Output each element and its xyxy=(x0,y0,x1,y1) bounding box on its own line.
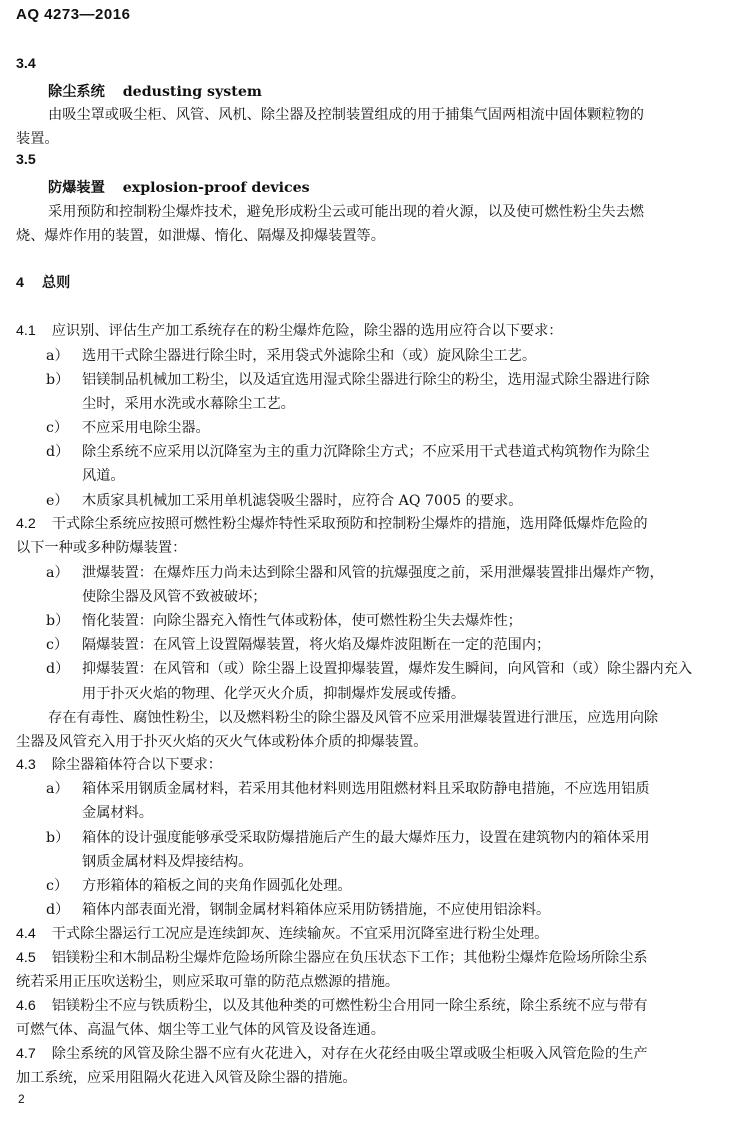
item-4-3-a-line2: 金属材料。 xyxy=(82,805,153,821)
item-4-1-d-line1: 除尘系统不应采用以沉降室为主的重力沉降除尘方式；不应采用干式巷道式构筑物作为除尘 xyxy=(82,444,650,460)
item-4-2-a-line1: 泄爆装置：在爆炸压力尚未达到除尘器和风管的抗爆强度之前，采用泄爆装置排出爆炸产物， xyxy=(82,565,664,581)
paragraph-4-2-line1: 存在有毒性、腐蚀性粉尘，以及燃料粉尘的除尘器及风管不应采用泄爆装置进行泄压，应选用向除 xyxy=(48,710,659,726)
item-4-1-c: 不应采用电除尘器。 xyxy=(82,420,210,436)
clause-number: 4.3 xyxy=(16,757,36,773)
item-marker: a） xyxy=(46,781,69,797)
item-marker: d） xyxy=(46,902,70,918)
item-marker: a） xyxy=(46,348,69,364)
clause-number: 4.2 xyxy=(16,516,36,532)
clause-4-2-line1 xyxy=(16,513,648,533)
clause-text: 干式除尘器运行工况应是连续卸灰、连续输灰。不宜采用沉降室进行粉尘处理。 xyxy=(51,926,549,942)
clause-4-4 xyxy=(16,923,548,943)
clause-text: 除尘系统的风管及除尘器不应有火花进入，对存在火花经由吸尘罩或吸尘柜吸入风管危险的生产 xyxy=(51,1046,648,1062)
clause-number: 4.1 xyxy=(16,323,36,339)
section-number: 4 xyxy=(16,275,24,291)
item-4-1-b-line1: 铝镁制品机械加工粉尘，以及适宜选用湿式除尘器进行除尘的粉尘，选用湿式除尘器进行除 xyxy=(82,372,650,388)
clause-text: 干式除尘系统应按照可燃性粉尘爆炸特性采取预防和控制粉尘爆炸的措施，选用降低爆炸危险的 xyxy=(51,516,648,532)
item-4-2-a-line2: 使除尘器及风管不致被破坏； xyxy=(82,589,267,605)
clause-4-1 xyxy=(16,320,563,340)
clause-4-6-line1 xyxy=(16,995,648,1015)
term-zh: 除尘系统 xyxy=(48,84,105,100)
definition-3-4-line2: 装置。 xyxy=(16,131,59,147)
item-4-3-b-line2: 钢质金属材料及焊接结构。 xyxy=(82,854,253,870)
clause-text: 铝镁粉尘不应与铁质粉尘，以及其他种类的可燃性粉尘合用同一除尘系统，除尘系统不应与带有 xyxy=(51,998,648,1014)
term-en: dedusting system xyxy=(122,84,262,100)
section-4-heading xyxy=(16,272,70,292)
clause-4-3 xyxy=(16,754,222,774)
section-title: 总则 xyxy=(41,275,71,291)
item-marker: b） xyxy=(46,830,70,846)
document-header: AQ 4273—2016 xyxy=(16,6,131,23)
clause-text: 铝镁粉尘和木制品粉尘爆炸危险场所除尘器应在负压状态下工作；其他粉尘爆炸危险场所除尘系 xyxy=(51,950,648,966)
item-4-3-c: 方形箱体的箱板之间的夹角作圆弧化处理。 xyxy=(82,878,352,894)
item-4-2-d-line1: 抑爆装置：在风管和（或）除尘器上设置抑爆装置，爆炸发生瞬间，向风管和（或）除尘器内充入 xyxy=(82,661,693,677)
clause-4-7-line2: 加工系统，应采用阻隔火花进入风管及除尘器的措施。 xyxy=(16,1070,357,1086)
clause-4-2-line2: 以下一种或多种防爆装置： xyxy=(16,540,187,556)
item-marker: c） xyxy=(46,878,69,894)
item-4-3-a-line1: 箱体采用钢质金属材料，若采用其他材料则选用阻燃材料且采取防静电措施，不应选用铝质 xyxy=(82,781,650,797)
item-4-3-d: 箱体内部表面光滑，钢制金属材料箱体应采用防锈措施，不应使用铝涂料。 xyxy=(82,902,551,918)
item-4-3-b-line1: 箱体的设计强度能够承受采取防爆措施后产生的最大爆炸压力，设置在建筑物内的箱体采用 xyxy=(82,830,650,846)
clause-number: 4.6 xyxy=(16,998,36,1014)
item-marker: d） xyxy=(46,444,70,460)
clause-number: 4.5 xyxy=(16,950,36,966)
item-marker: c） xyxy=(46,637,69,653)
term-en: explosion-proof devices xyxy=(122,180,310,196)
item-marker: e） xyxy=(46,493,69,509)
clause-4-6-line2: 可燃气体、高温气体、烟尘等工业气体的风管及设备连通。 xyxy=(16,1022,385,1038)
term-3-4 xyxy=(48,81,262,101)
clause-text: 除尘器箱体符合以下要求： xyxy=(51,757,222,773)
clause-4-7-line1 xyxy=(16,1043,648,1063)
clause-4-5-line2: 统若采用正压吹送粉尘，则应采取可靠的防范点燃源的措施。 xyxy=(16,974,400,990)
item-4-1-e: 木质家具机械加工采用单机滤袋吸尘器时，应符合 AQ 7005 的要求。 xyxy=(82,493,523,509)
definition-3-4-line1: 由吸尘罩或吸尘柜、风管、风机、除尘器及控制装置组成的用于捕集气固两相流中固体颗粒物的 xyxy=(48,107,644,123)
item-4-2-d-line2: 用于扑灭火焰的物理、化学灭火介质，抑制爆炸发展或传播。 xyxy=(82,686,466,702)
clause-text: 应识别、评估生产加工系统存在的粉尘爆炸危险，除尘器的选用应符合以下要求： xyxy=(51,323,563,339)
definition-3-5-line2: 烧、爆炸作用的装置，如泄爆、惰化、隔爆及抑爆装置等。 xyxy=(16,228,385,244)
term-zh: 防爆装置 xyxy=(48,180,105,196)
clause-number: 4.7 xyxy=(16,1046,36,1062)
item-marker: b） xyxy=(46,372,70,388)
item-4-2-c: 隔爆装置：在风管上设置隔爆装置，将火焰及爆炸波阻断在一定的范围内； xyxy=(82,637,551,653)
item-4-2-b: 惰化装置：向除尘器充入惰性气体或粉体，使可燃性粉尘失去爆炸性； xyxy=(82,613,522,629)
item-marker: d） xyxy=(46,661,70,677)
clause-4-5-line1 xyxy=(16,947,648,967)
clause-number-3-5: 3.5 xyxy=(16,152,36,168)
item-4-1-b-line2: 尘时，采用水洗或水幕除尘工艺。 xyxy=(82,396,295,412)
paragraph-4-2-line2: 尘器及风管充入用于扑灭火焰的灭火气体或粉体介质的抑爆装置。 xyxy=(16,734,428,750)
item-4-1-d-line2: 风道。 xyxy=(82,468,125,484)
clause-number: 4.4 xyxy=(16,926,36,942)
item-marker: c） xyxy=(46,420,69,436)
item-marker: a） xyxy=(46,565,69,581)
definition-3-5-line1: 采用预防和控制粉尘爆炸技术，避免形成粉尘云或可能出现的着火源，以及使可燃性粉尘失去燃 xyxy=(48,204,644,220)
page-number: 2 xyxy=(18,1092,25,1106)
item-4-1-a: 选用干式除尘器进行除尘时，采用袋式外滤除尘和（或）旋风除尘工艺。 xyxy=(82,348,537,364)
clause-number-3-4: 3.4 xyxy=(16,56,36,72)
term-3-5 xyxy=(48,177,310,197)
item-marker: b） xyxy=(46,613,70,629)
